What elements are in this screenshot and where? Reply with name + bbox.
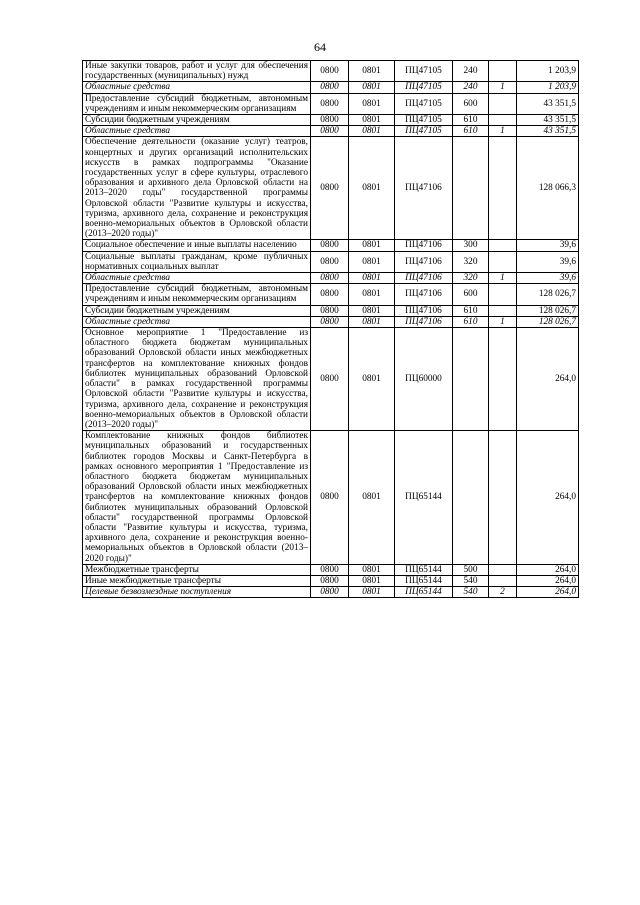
subsection-code-cell: 0801 <box>349 587 395 598</box>
target-article-cell: ПЦ47105 <box>395 93 453 114</box>
target-article-cell: ПЦ47105 <box>395 126 453 137</box>
table-row <box>83 575 579 586</box>
expense-type-cell: 320 <box>453 251 489 272</box>
funding-source-cell <box>489 575 517 586</box>
expense-type-cell: 540 <box>453 587 489 598</box>
table-row <box>83 137 579 240</box>
amount-cell: 43 351,5 <box>517 115 579 126</box>
row-name-cell: Социальное обеспечение и иные выплаты населению <box>83 240 311 251</box>
expense-type-cell: 300 <box>453 240 489 251</box>
row-name-cell: Областные средства <box>83 126 311 137</box>
table-row <box>83 284 579 305</box>
amount-cell: 43 351,5 <box>517 126 579 137</box>
target-article-cell: ПЦ47106 <box>395 284 453 305</box>
table-row <box>83 305 579 316</box>
row-name-cell: Предоставление субсидий бюджетным, автономным учреждениям и иным некоммерческим организациям <box>83 284 311 305</box>
amount-cell: 264,0 <box>517 328 579 431</box>
amount-cell: 128 066,3 <box>517 137 579 240</box>
row-name-cell: Субсидии бюджетным учреждениям <box>83 305 311 316</box>
table-row <box>83 431 579 565</box>
section-code-cell: 0800 <box>311 316 349 327</box>
target-article-cell: ПЦ47106 <box>395 305 453 316</box>
funding-source-cell <box>489 137 517 240</box>
row-name-cell: Социальные выплаты гражданам, кроме публичных нормативных социальных выплат <box>83 251 311 272</box>
table-row <box>83 93 579 114</box>
table-row <box>83 587 579 598</box>
table-row <box>83 328 579 431</box>
table-row <box>83 316 579 327</box>
row-name-cell: Обеспечение деятельности (оказание услуг) театров, концертных и других организаций исполнительских искусств в рамках подпрограммы "Оказание государственных услуг в сфере культуры, отраслевого образования и архивного дела Орловской области на 2013–2020 годы" государственной программы Орловской области "Развитие культуры и искусства, туризма, архивного дела, сохранение и реконструкция военно-мемориальных объектов в Орловской области (2013–2020 годы)" <box>83 137 311 240</box>
amount-cell: 128 026,7 <box>517 316 579 327</box>
section-code-cell: 0800 <box>311 305 349 316</box>
target-article-cell: ПЦ65144 <box>395 564 453 575</box>
section-code-cell: 0800 <box>311 93 349 114</box>
expense-type-cell: 540 <box>453 575 489 586</box>
expense-type-cell: 610 <box>453 126 489 137</box>
amount-cell: 264,0 <box>517 431 579 565</box>
funding-source-cell: 1 <box>489 273 517 284</box>
expense-type-cell: 500 <box>453 564 489 575</box>
expense-type-cell: 610 <box>453 115 489 126</box>
amount-cell: 39,6 <box>517 240 579 251</box>
expense-type-cell <box>453 328 489 431</box>
section-code-cell: 0800 <box>311 126 349 137</box>
target-article-cell: ПЦ47105 <box>395 61 453 82</box>
target-article-cell: ПЦ47106 <box>395 316 453 327</box>
section-code-cell: 0800 <box>311 115 349 126</box>
section-code-cell: 0800 <box>311 587 349 598</box>
funding-source-cell <box>489 115 517 126</box>
subsection-code-cell: 0801 <box>349 305 395 316</box>
target-article-cell: ПЦ47106 <box>395 137 453 240</box>
row-name-cell: Целевые безвозмездные поступления <box>83 587 311 598</box>
table-row <box>83 251 579 272</box>
amount-cell: 1 203,9 <box>517 82 579 93</box>
row-name-cell: Иные закупки товаров, работ и услуг для обеспечения государственных (муниципальных) нужд <box>83 61 311 82</box>
section-code-cell: 0800 <box>311 328 349 431</box>
funding-source-cell: 2 <box>489 587 517 598</box>
table-row <box>83 82 579 93</box>
row-name-cell: Основное мероприятие 1 "Предоставление из областного бюджета бюджетам муниципальных образований Орловской области иных межбюджетных трансфертов на комплектование книжных фондов библиотек муниципальных образований Орловской области" в рамках государственной программы Орловской области "Развитие культуры и искусства, туризма, архивного дела, сохранение и реконструкция военно-мемориальных объектов в Орловской области (2013–2020 годы)" <box>83 328 311 431</box>
section-code-cell: 0800 <box>311 564 349 575</box>
funding-source-cell <box>489 305 517 316</box>
funding-source-cell <box>489 240 517 251</box>
table-row <box>83 126 579 137</box>
amount-cell: 264,0 <box>517 564 579 575</box>
funding-source-cell <box>489 431 517 565</box>
row-name-cell: Иные межбюджетные трансферты <box>83 575 311 586</box>
expense-type-cell: 610 <box>453 305 489 316</box>
subsection-code-cell: 0801 <box>349 575 395 586</box>
expense-type-cell: 600 <box>453 284 489 305</box>
section-code-cell: 0800 <box>311 82 349 93</box>
subsection-code-cell: 0801 <box>349 115 395 126</box>
section-code-cell: 0800 <box>311 61 349 82</box>
amount-cell: 43 351,5 <box>517 93 579 114</box>
expense-type-cell: 320 <box>453 273 489 284</box>
expense-type-cell: 240 <box>453 82 489 93</box>
subsection-code-cell: 0801 <box>349 61 395 82</box>
funding-source-cell: 1 <box>489 82 517 93</box>
section-code-cell: 0800 <box>311 431 349 565</box>
subsection-code-cell: 0801 <box>349 251 395 272</box>
row-name-cell: Межбюджетные трансферты <box>83 564 311 575</box>
funding-source-cell <box>489 93 517 114</box>
target-article-cell: ПЦ47106 <box>395 240 453 251</box>
subsection-code-cell: 0801 <box>349 316 395 327</box>
funding-source-cell: 1 <box>489 316 517 327</box>
section-code-cell: 0800 <box>311 273 349 284</box>
budget-table <box>82 60 579 598</box>
amount-cell: 264,0 <box>517 575 579 586</box>
target-article-cell: ПЦ47105 <box>395 115 453 126</box>
target-article-cell: ПЦ60000 <box>395 328 453 431</box>
section-code-cell: 0800 <box>311 575 349 586</box>
expense-type-cell <box>453 431 489 565</box>
row-name-cell: Областные средства <box>83 273 311 284</box>
section-code-cell: 0800 <box>311 284 349 305</box>
amount-cell: 128 026,7 <box>517 305 579 316</box>
subsection-code-cell: 0801 <box>349 284 395 305</box>
subsection-code-cell: 0801 <box>349 240 395 251</box>
funding-source-cell <box>489 564 517 575</box>
expense-type-cell: 610 <box>453 316 489 327</box>
page-number: 64 <box>314 40 326 54</box>
row-name-cell: Областные средства <box>83 316 311 327</box>
funding-source-cell: 1 <box>489 126 517 137</box>
table-row <box>83 61 579 82</box>
table-row <box>83 240 579 251</box>
subsection-code-cell: 0801 <box>349 93 395 114</box>
section-code-cell: 0800 <box>311 240 349 251</box>
table-row <box>83 273 579 284</box>
target-article-cell: ПЦ65144 <box>395 431 453 565</box>
section-code-cell: 0800 <box>311 251 349 272</box>
subsection-code-cell: 0801 <box>349 564 395 575</box>
funding-source-cell <box>489 328 517 431</box>
expense-type-cell: 240 <box>453 61 489 82</box>
funding-source-cell <box>489 61 517 82</box>
amount-cell: 39,6 <box>517 273 579 284</box>
table-row <box>83 115 579 126</box>
funding-source-cell <box>489 284 517 305</box>
target-article-cell: ПЦ65144 <box>395 587 453 598</box>
subsection-code-cell: 0801 <box>349 137 395 240</box>
row-name-cell: Субсидии бюджетным учреждениям <box>83 115 311 126</box>
amount-cell: 264,0 <box>517 587 579 598</box>
subsection-code-cell: 0801 <box>349 328 395 431</box>
expense-type-cell <box>453 137 489 240</box>
row-name-cell: Предоставление субсидий бюджетным, автономным учреждениям и иным некоммерческим организациям <box>83 93 311 114</box>
amount-cell: 39,6 <box>517 251 579 272</box>
amount-cell: 128 026,7 <box>517 284 579 305</box>
subsection-code-cell: 0801 <box>349 273 395 284</box>
funding-source-cell <box>489 251 517 272</box>
table-row <box>83 564 579 575</box>
target-article-cell: ПЦ47105 <box>395 82 453 93</box>
target-article-cell: ПЦ47106 <box>395 251 453 272</box>
target-article-cell: ПЦ47106 <box>395 273 453 284</box>
target-article-cell: ПЦ65144 <box>395 575 453 586</box>
subsection-code-cell: 0801 <box>349 431 395 565</box>
subsection-code-cell: 0801 <box>349 126 395 137</box>
expense-type-cell: 600 <box>453 93 489 114</box>
amount-cell: 1 203,9 <box>517 61 579 82</box>
section-code-cell: 0800 <box>311 137 349 240</box>
row-name-cell: Комплектование книжных фондов библиотек муниципальных образований и государственных библиотек городов Москвы и Санкт-Петербурга в рамках основного мероприятия 1 "Предоставление из областного бюджета бюджетам муниципальных образований Орловской области иных межбюджетных трансфертов на комплектование книжных фондов библиотек муниципальных образований Орловской области" государственной программы Орловской области "Развитие культуры и искусства, туризма, архивного дела, сохранение и реконструкция военно-мемориальных объектов в Орловской области (2013–2020 годы)" <box>83 431 311 565</box>
row-name-cell: Областные средства <box>83 82 311 93</box>
subsection-code-cell: 0801 <box>349 82 395 93</box>
